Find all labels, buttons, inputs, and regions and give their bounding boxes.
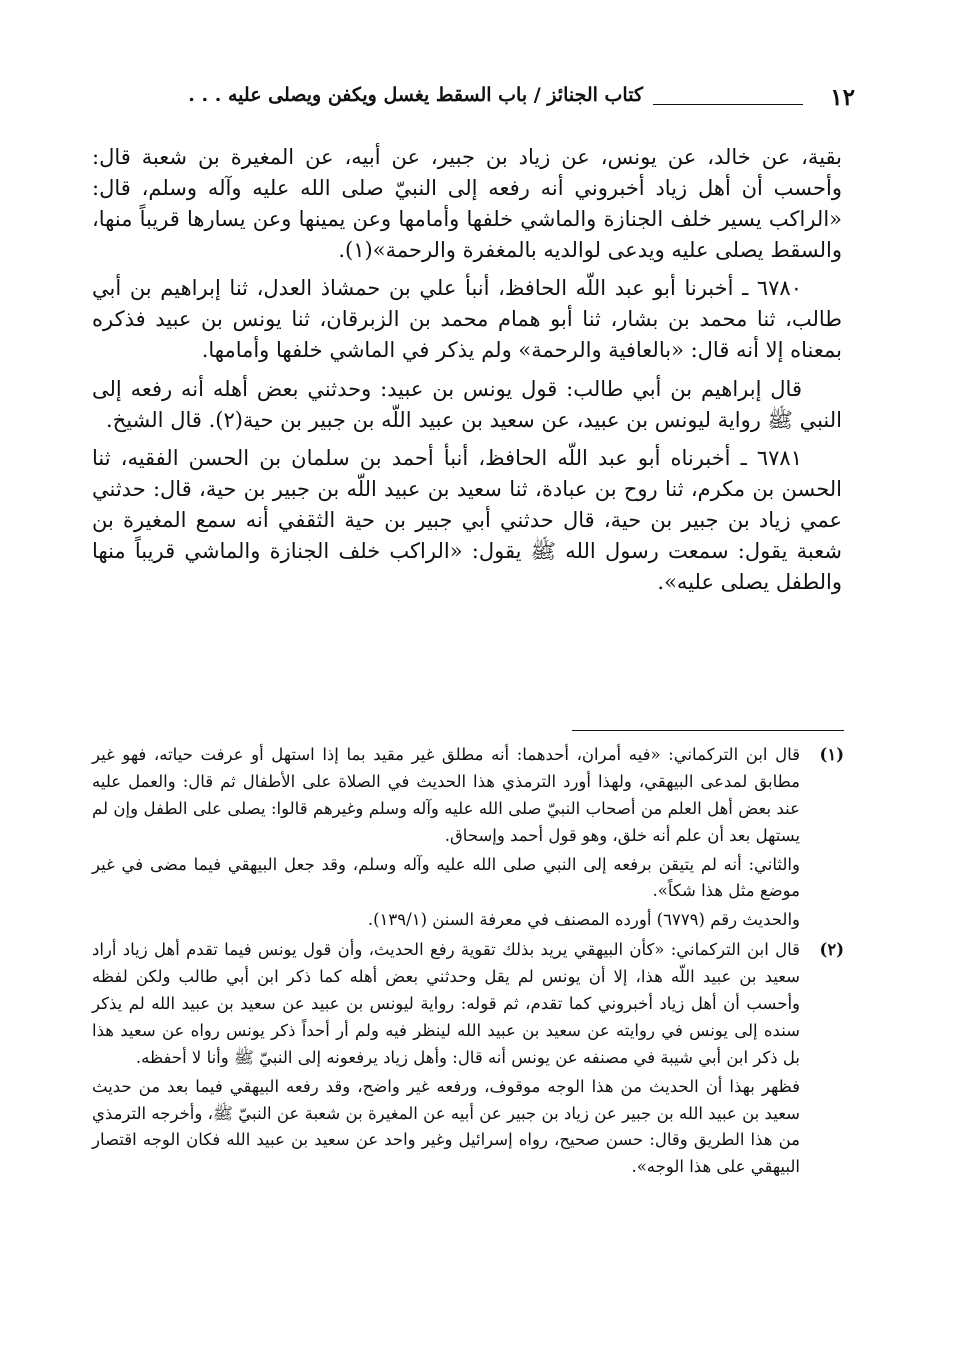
footnote-separator	[572, 730, 844, 731]
main-text	[92, 142, 842, 605]
hadith-6781: ٦٧٨١ ـ أخبرناه أبو عبد اللّه الحافظ، أنبأ أحمد بن سلمان بن الحسن الفقيه، ثنا الحسن بن مكرم، ثنا روح بن عبادة، ثنا سعيد بن عبيد اللّه بن جبير بن حية، قال: حدثني عمي زياد بن جبير بن حية، قال حدثني أبي جبير بن حية الثقفي أنه سمع المغيرة بن شعبة يقول: سمعت رسول الله ﷺ يقول: «الراكب خلف الجنازة والماشي قريباً منها والطفل يصلى عليه».	[92, 445, 842, 595]
footnote-1	[92, 742, 844, 934]
header-rule	[653, 104, 803, 105]
hadith-6780: ٦٧٨٠ ـ أخبرنا أبو عبد اللّه الحافظ، أنبأ علي بن حمشاذ العدل، ثنا إبراهيم بن أبي طالب، ثنا محمد بن بشار، ثنا أبو همام محمد بن الزبرقان، ثنا يونس بن عبيد فذكره بمعناه إلا أنه قال: «بالعافية والرحمة» ولم يذكر في الماشي خلفها وأمامها.	[92, 276, 842, 363]
page-number: ١٢	[830, 84, 855, 111]
footnote-number: (٢)	[819, 940, 844, 960]
footnote-paragraph: قال ابن التركماني: «فيه أمران، أحدهما: أنه مطلق غير مقيد بما إذا استهل أو عرفت حياته، فهو غير مطابق لمدعى البيهقي، ولهذا أورد الترمذي هذا الحديث في الصلاة على الأطفال ثم قال: والعمل عليه عند بعض أهل العلم من أصحاب النبيّ صلى الله عليه وآله وسلم وغيرهم قالوا: يصلى على الطفل وإن لم يستهل بعد أن علم أنه خلق، وهو قول أحمد وإسحاق.	[92, 745, 800, 845]
footnote-number: (١)	[819, 745, 844, 764]
footnote-paragraph: فظهر بهذا أن الحديث من هذا الوجه موقوف، ورفعه غير واضح، وقد رفعه البيهقي فيما بعد من حديث سعيد بن عبيد الله بن جبير عن زياد بن جبير عن أبيه عن المغيرة بن شعبة عن النبيّ ﷺ، وأخرجه الترمذي من هذا الطريق وقال: حسن صحيح، رواه إسرائيل وغير واحد عن سعيد بن عبيد الله فكان الوجه اقتصار البيهقي على هذا الوجه».	[92, 1076, 800, 1177]
footnote-paragraph: والحديث رقم (٦٧٧٩) أورده المصنف في معرفة السنن (١٣٩/١).	[367, 910, 800, 930]
footnote-paragraph: والثاني: أنه لم يتيقن برفعه إلى النبي صلى الله عليه وآله وسلم، وقد جعل البيهقي فيما مضى في غير موضع مثل هذا شكاً».	[92, 854, 800, 901]
footnotes	[92, 742, 844, 1184]
running-title: كتاب الجنائز / باب السقط يغسل ويكفن ويصلى عليه . . .	[188, 84, 643, 106]
footnote-2	[92, 937, 844, 1181]
running-header	[90, 82, 855, 118]
body-paragraph: بقية، عن خالد، عن يونس، عن زياد بن جبير، عن أبيه، عن المغيرة بن شعبة قال: وأحسب أن أهل زياد أخبروني أنه رفعه إلى النبيّ صلى الله عليه وآله وسلم، قال: «الراكب يسير خلف الجنازة والماشي خلفها وأمامها وعن يمينها وعن يسارها قريباً منها، والسقط يصلى عليه ويدعى لوالديه بالمغفرة والرحمة»(١).	[92, 145, 842, 263]
footnote-paragraph: قال ابن التركماني: «كأن البيهقي يريد بذلك تقوية رفع الحديث، وأن قول يونس فيما تقدم أهل زياد أراد سعيد بن عبيد اللّه هذا، إلا أن يونس لم يقل وحدثني بعض أهله كما ذكر ابن أبي طالب ولكن لفظه وأحسب أن أهل زياد أخبروني كما تقدم، ثم قوله: رواية ليونس بن عبيد عن سعيد بن عبيد الله لم يذكر سنده إلى يونس في روايته عن سعيد بن عبيد الله لينظر فيه ولم أر أحداً ذكر يونس رواه عن سعيد هذا بل ذكر ابن أبي شيبة في مصنفه عن يونس أنه قال: وأهل زياد يرفعونه إلى النبيّ ﷺ وأنا لا أحفظه.	[92, 940, 800, 1067]
body-paragraph: قال إبراهيم بن أبي طالب: قول يونس بن عبيد: وحدثني بعض أهله أنه رفعه إلى النبي ﷺ رواية ليونس بن عبيد، عن سعيد بن عبيد اللّه بن جبير بن حية(٢). قال الشيخ.	[92, 376, 842, 432]
